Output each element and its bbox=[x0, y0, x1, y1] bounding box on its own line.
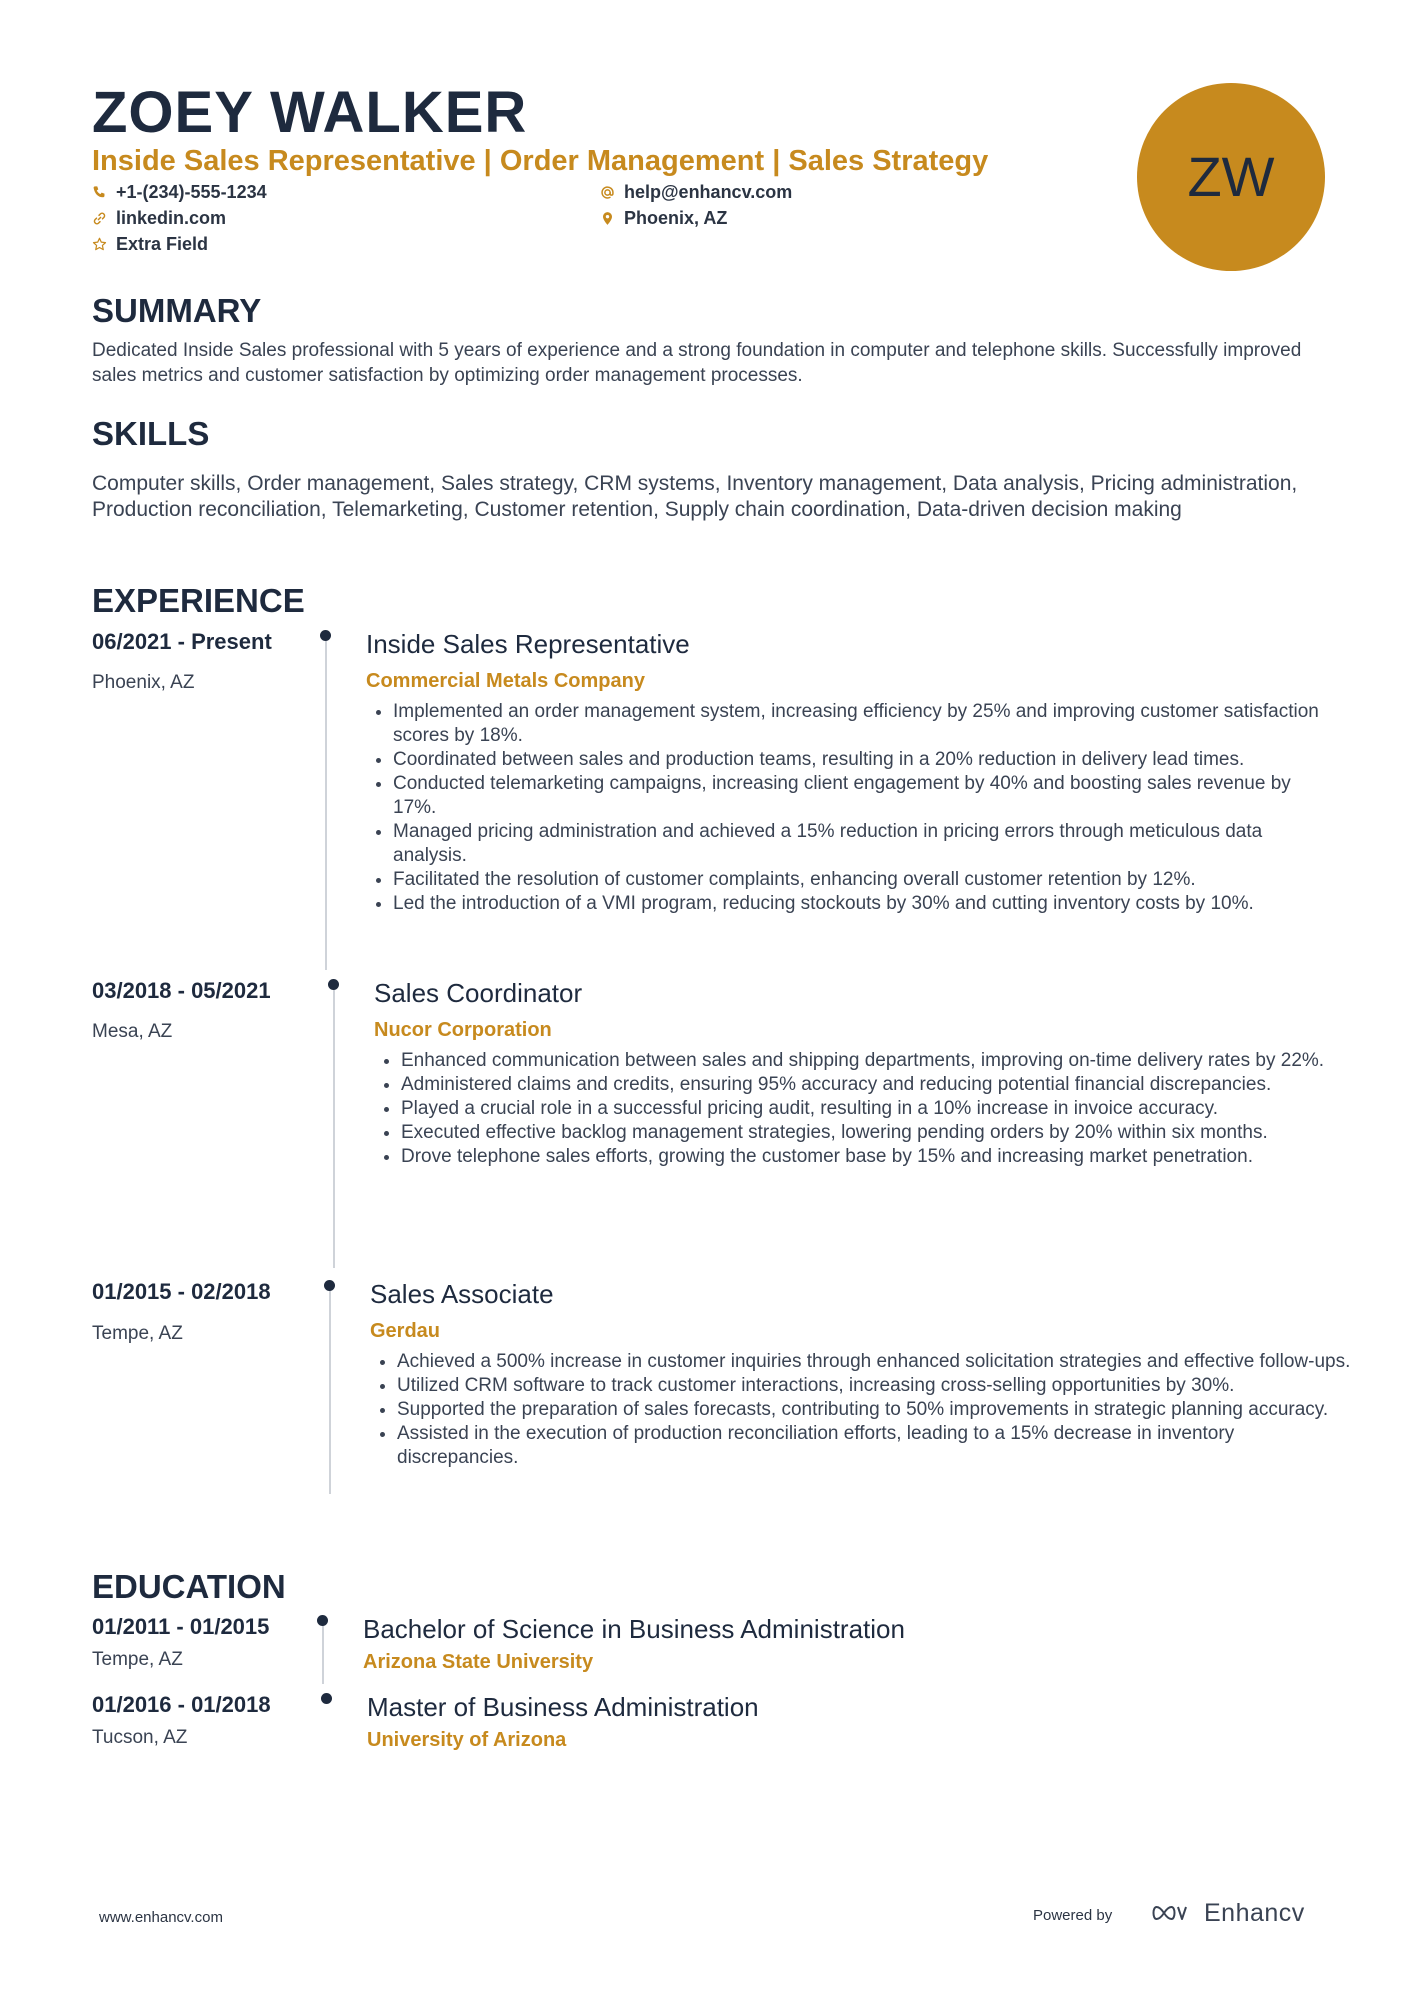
job-title: Sales Associate bbox=[370, 1279, 554, 1309]
enhancv-logo-icon bbox=[1152, 1899, 1198, 1927]
achievement-item: • Assisted in the execution of production reconciliation efforts, leading to a 15% decrease in inventory discrepancies. bbox=[397, 1422, 1357, 1470]
candidate-headline: Inside Sales Representative | Order Management | Sales Strategy bbox=[92, 145, 989, 177]
timeline-line bbox=[333, 985, 335, 1268]
timeline-dot bbox=[328, 979, 339, 990]
phone-icon bbox=[92, 185, 107, 200]
job-dates: 03/2018 - 05/2021 bbox=[92, 978, 271, 1003]
contact-email bbox=[600, 181, 792, 203]
footer-website-link[interactable]: www.enhancv.com bbox=[99, 1909, 223, 1926]
education-location: Tucson, AZ bbox=[92, 1727, 188, 1748]
contact-linkedin bbox=[92, 207, 226, 229]
company-name: Commercial Metals Company bbox=[366, 670, 645, 692]
job-achievements bbox=[374, 1049, 1338, 1169]
avatar-initials: ZW bbox=[1187, 145, 1275, 208]
contact-email-text: help@enhancv.com bbox=[624, 182, 793, 202]
job-title: Sales Coordinator bbox=[374, 978, 583, 1008]
education-heading: EDUCATION bbox=[92, 1568, 286, 1605]
timeline-line bbox=[329, 1286, 331, 1494]
timeline-dot bbox=[320, 630, 331, 641]
summary-text: Dedicated Inside Sales professional with 5 years of experience and a strong foundation in computer and telephone skills. Successfully improved sales metrics and customer satisfaction by optimizing order management processes. bbox=[92, 340, 1302, 386]
job-location: Tempe, AZ bbox=[92, 1323, 183, 1344]
achievement-item: • Achieved a 500% increase in customer inquiries through enhanced solicitation strategies and effective follow-ups. bbox=[397, 1350, 1357, 1374]
timeline-line bbox=[322, 1621, 324, 1684]
skills-heading: SKILLS bbox=[92, 415, 210, 452]
achievement-item: • Administered claims and credits, ensuring 95% accuracy and reducing potential financial discrepancies. bbox=[401, 1073, 1338, 1097]
contact-extra-field bbox=[92, 233, 208, 255]
contact-location-text: Phoenix, AZ bbox=[624, 208, 728, 228]
contact-location bbox=[600, 207, 727, 229]
skills-text: Computer skills, Order management, Sales strategy, CRM systems, Inventory management, Data analysis, Pricing administration, Production reconciliation, Telemarketing, Customer retention, Supply chain coordination, Data-driven decision making bbox=[92, 472, 1298, 521]
degree-name: Master of Business Administration bbox=[367, 1692, 759, 1722]
school-name: Arizona State University bbox=[363, 1651, 594, 1673]
company-name: Nucor Corporation bbox=[374, 1019, 552, 1041]
education-location: Tempe, AZ bbox=[92, 1649, 183, 1670]
footer-brand-logo[interactable] bbox=[1152, 1898, 1305, 1928]
link-icon bbox=[92, 211, 107, 226]
degree-name: Bachelor of Science in Business Administration bbox=[363, 1614, 905, 1644]
contact-extra-text: Extra Field bbox=[116, 234, 209, 254]
job-dates: 01/2015 - 02/2018 bbox=[92, 1279, 271, 1304]
company-name: Gerdau bbox=[370, 1320, 441, 1342]
achievement-item: • Facilitated the resolution of customer complaints, enhancing overall customer retention by 12%. bbox=[393, 868, 1338, 892]
education-dates: 01/2016 - 01/2018 bbox=[92, 1692, 271, 1717]
achievement-item: • Implemented an order management system, increasing efficiency by 25% and improving customer satisfaction scores by 18%. bbox=[393, 700, 1338, 748]
achievement-item: • Supported the preparation of sales forecasts, contributing to 50% improvements in strategic planning accuracy. bbox=[397, 1398, 1357, 1422]
contact-phone-text: +1-(234)-555-1234 bbox=[116, 182, 267, 202]
contact-linkedin-text: linkedin.com bbox=[116, 208, 227, 228]
timeline-dot bbox=[317, 1615, 328, 1626]
timeline-dot bbox=[324, 1280, 335, 1291]
job-dates: 06/2021 - Present bbox=[92, 629, 272, 654]
contact-phone bbox=[92, 181, 267, 203]
school-name: University of Arizona bbox=[367, 1729, 567, 1751]
job-achievements bbox=[370, 1350, 1357, 1470]
achievement-item: • Utilized CRM software to track customer interactions, increasing cross-selling opportunities by 30%. bbox=[397, 1374, 1357, 1398]
timeline-line bbox=[325, 636, 327, 970]
achievement-item: • Led the introduction of a VMI program, reducing stockouts by 30% and cutting inventory costs by 10%. bbox=[393, 892, 1338, 916]
at-icon bbox=[600, 185, 615, 200]
avatar bbox=[1137, 83, 1325, 271]
candidate-name: ZOEY WALKER bbox=[92, 80, 528, 145]
footer-powered-by: Powered by bbox=[1033, 1907, 1113, 1924]
job-achievements bbox=[366, 700, 1338, 916]
achievement-item: • Executed effective backlog management strategies, lowering pending orders by 20% within six months. bbox=[401, 1121, 1338, 1145]
achievement-item: • Enhanced communication between sales and shipping departments, improving on-time delivery rates by 22%. bbox=[401, 1049, 1338, 1073]
job-location: Phoenix, AZ bbox=[92, 672, 195, 693]
footer-brand-name: Enhancv bbox=[1204, 1899, 1305, 1927]
achievement-item: • Coordinated between sales and production teams, resulting in a 20% reduction in delivery lead times. bbox=[393, 748, 1338, 772]
summary-heading: SUMMARY bbox=[92, 292, 262, 329]
location-pin-icon bbox=[600, 211, 615, 226]
experience-heading: EXPERIENCE bbox=[92, 582, 305, 619]
education-dates: 01/2011 - 01/2015 bbox=[92, 1614, 270, 1639]
achievement-item: • Managed pricing administration and achieved a 15% reduction in pricing errors through meticulous data analysis. bbox=[393, 820, 1338, 868]
star-icon bbox=[92, 237, 107, 252]
achievement-item: • Drove telephone sales efforts, growing the customer base by 15% and increasing market penetration. bbox=[401, 1145, 1338, 1169]
achievement-item: • Played a crucial role in a successful pricing audit, resulting in a 10% increase in invoice accuracy. bbox=[401, 1097, 1338, 1121]
achievement-item: • Conducted telemarketing campaigns, increasing client engagement by 40% and boosting sales revenue by 17%. bbox=[393, 772, 1338, 820]
job-title: Inside Sales Representative bbox=[366, 629, 690, 659]
timeline-dot bbox=[321, 1693, 332, 1704]
job-location: Mesa, AZ bbox=[92, 1021, 173, 1042]
